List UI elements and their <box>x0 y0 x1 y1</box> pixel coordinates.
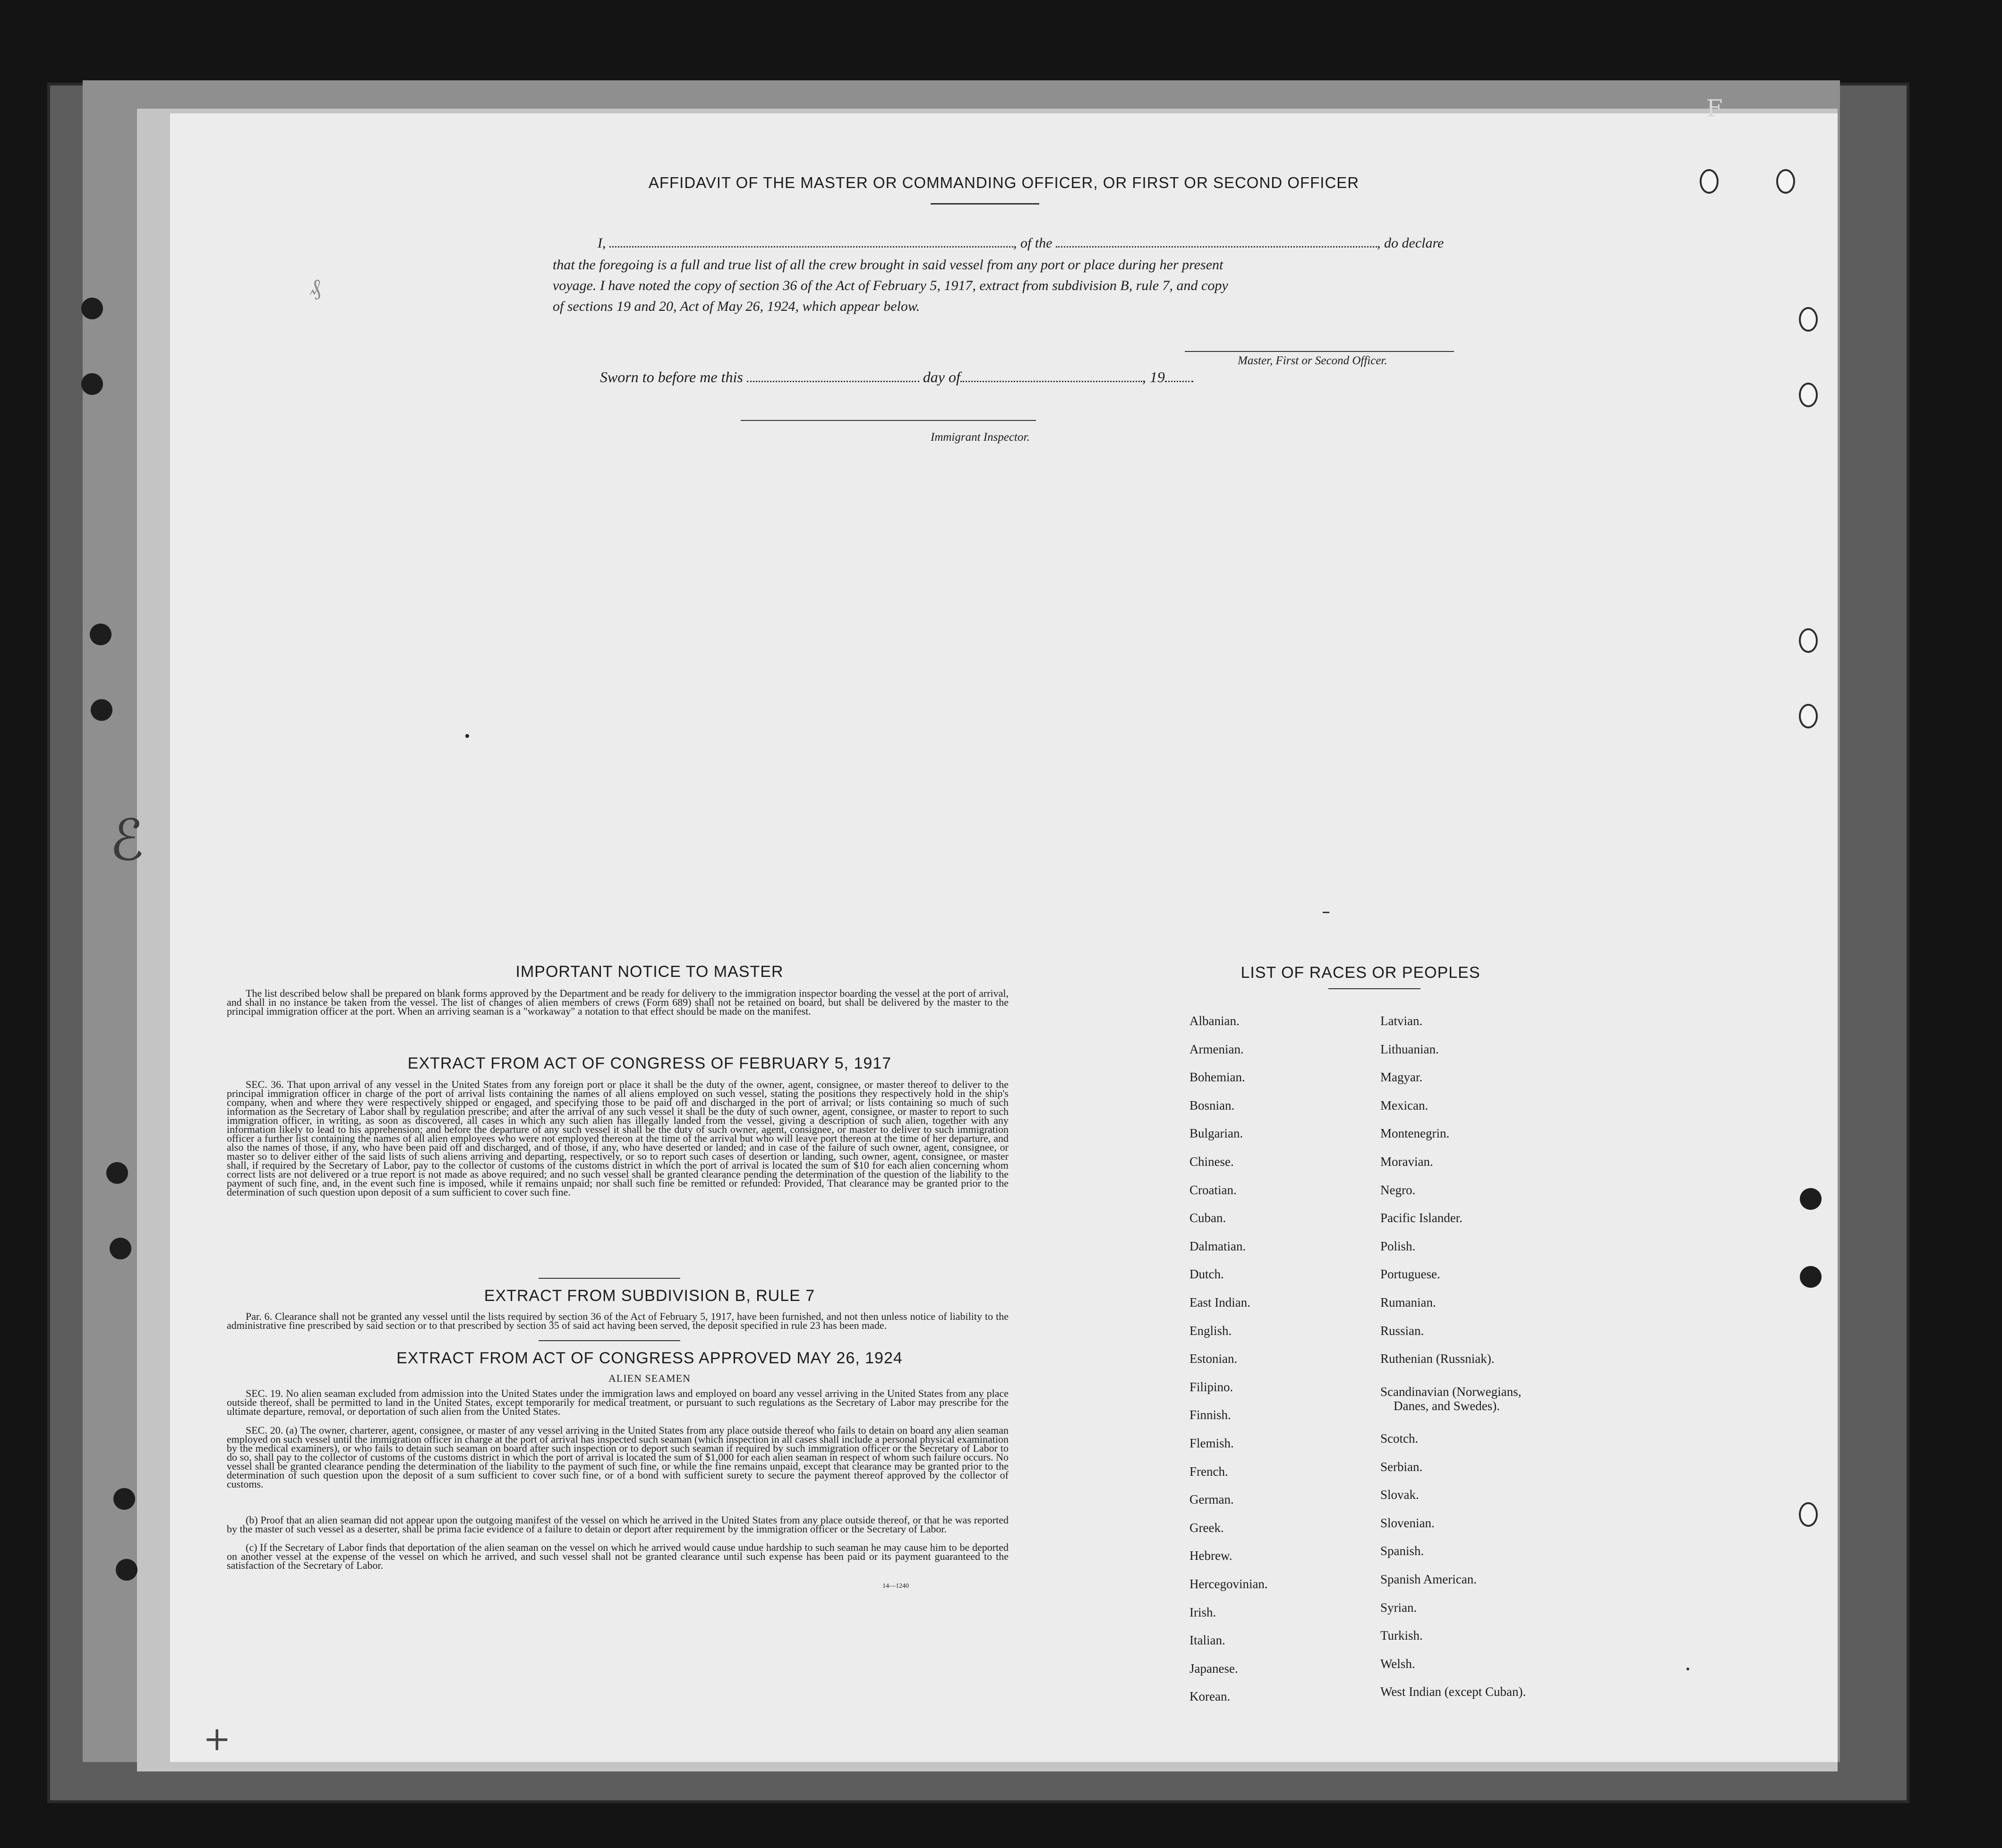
race-item: Irish. <box>1189 1605 1216 1619</box>
section-rule <box>539 1340 680 1341</box>
binder-hole <box>110 1238 131 1259</box>
race-item: Dalmatian. <box>1189 1239 1246 1253</box>
race-item: Bosnian. <box>1189 1098 1235 1112</box>
punched-hole <box>1799 383 1818 407</box>
master-signature-caption: Master, First or Second Officer. <box>1238 354 1387 367</box>
race-item: Armenian. <box>1189 1042 1244 1056</box>
pencil-mark: + <box>203 1720 231 1758</box>
race-item: East Indian. <box>1189 1295 1250 1309</box>
race-item: Filipino. <box>1189 1379 1233 1394</box>
speck <box>1686 1668 1689 1670</box>
form-number: 14—1240 <box>882 1583 909 1590</box>
speck <box>1323 912 1329 913</box>
sworn-line <box>600 368 1193 386</box>
race-item: Hercegovinian. <box>1189 1577 1268 1591</box>
name-field[interactable] <box>609 246 1013 248</box>
binder-hole <box>113 1488 135 1510</box>
race-item: Portuguese. <box>1380 1267 1440 1282</box>
race-item: Estonian. <box>1189 1352 1238 1366</box>
race-item: Chinese. <box>1189 1155 1234 1169</box>
race-item: Turkish. <box>1380 1628 1423 1643</box>
race-item: Lithuanian. <box>1380 1042 1439 1056</box>
punched-hole <box>1799 628 1818 653</box>
binder-hole <box>81 298 103 319</box>
binder-hole <box>81 373 103 395</box>
binder-hole <box>116 1559 137 1581</box>
binder-hole <box>106 1162 128 1184</box>
notice-title: IMPORTANT NOTICE TO MASTER <box>515 963 784 981</box>
race-item: Russian. <box>1380 1323 1424 1338</box>
race-item: Syrian. <box>1380 1600 1417 1615</box>
extract-1917-title: EXTRACT FROM ACT OF CONGRESS OF FEBRUARY 5, 1917 <box>407 1054 892 1072</box>
inspector-signature-line[interactable] <box>741 420 1036 421</box>
i-label: I, <box>598 235 606 251</box>
year-label: , 19 <box>1142 368 1165 385</box>
race-item: Latvian. <box>1380 1014 1423 1028</box>
sec-20a-text: SEC. 20. (a) The owner, charterer, agent, consignee, or master of any vessel arriving in the United States from any place outside thereof who fails to detain on board any alien seaman employed on such vessel until the immigration officer in charge at the port of arrival has inspected such seaman (which inspection in all cases shall include a personal physical examination by the medical examiners), or who fails to detain such seaman on board after such inspection or to deport such seaman if required by such immigration officer or the Secretary of Labor to do so, shall pay to the collector of customs of the customs district in which the port of arrival is located the sum of $1,000 for each alien seaman in respect of whom such failure occurs. No vessel shall be granted clearance pending the determination of the liability to the payment of such fine, or while the fine remains unpaid, except that clearance may be granted prior to the determination of such question upon the deposit of a sum sufficient to cover such fine, or of a bond with sufficient surety to secure the payment thereof approved by the collector of customs. <box>227 1424 1009 1490</box>
sec-20b-text: (b) Proof that an alien seaman did not appear upon the outgoing manifest of the vessel on which he arrived in the United States from any place outside thereof, or that he was reported by the master of such vessel as a deserter, shall be prima facie evidence of a failure to detain or deport after requirement by the immigration officer or the Secretary of Labor. <box>227 1514 1009 1535</box>
page-corner-mark: F <box>1706 94 1723 122</box>
race-item: Finnish. <box>1189 1408 1231 1422</box>
race-item: Bulgarian. <box>1189 1126 1243 1141</box>
race-item: Flemish. <box>1189 1436 1234 1450</box>
extract-1924-title: EXTRACT FROM ACT OF CONGRESS APPROVED MAY 26, 1924 <box>396 1349 903 1367</box>
faint-pencil-mark: ₰ <box>309 274 321 300</box>
binder-hole <box>90 624 111 645</box>
year-field[interactable] <box>1165 381 1193 382</box>
race-item: Korean. <box>1189 1689 1231 1704</box>
notice-text: The list described below shall be prepared on blank forms approved by the Department and be ready for delivery to the immigration inspector boarding the vessel at the port of arrival, and shall in no instance be taken from the vessel. The list of changes of alien members of crews (Form 689) shall not be retained on board, but shall be delivered by the master to the principal immigration officer at the port. When an arriving seaman is a "workaway" a notation to that effect should be made on the manifest. <box>227 987 1009 1017</box>
inspector-caption: Immigrant Inspector. <box>931 431 1030 444</box>
race-item: Polish. <box>1380 1239 1416 1253</box>
sworn-label: Sworn to before me this <box>600 368 743 385</box>
extract-rule7-text: Par. 6. Clearance shall not be granted any vessel until the lists required by section 36 of the Act of February 5, 1917, have been furnished, and not then unless notice of liability to the administrative fine prescribed by said section or to that prescribed by section 35 of said act having been served, the deposit specified in rule 23 has been made. <box>227 1310 1009 1331</box>
sec-19-text: SEC. 19. No alien seaman excluded from admission into the United States under the immigration laws and employed on board any vessel arriving in the United States from any place outside thereof, shall be permitted to land in the United States, except temporarily for medical treatment, or pursuant to such regulations as the Secretary of Labor may prescribe for the ultimate departure, removal, or deportation of such alien from the United States. <box>227 1387 1009 1417</box>
alien-seamen-subtitle: ALIEN SEAMEN <box>608 1372 691 1384</box>
extract-rule7-title: EXTRACT FROM SUBDIVISION B, RULE 7 <box>484 1287 815 1305</box>
section-rule <box>539 1278 680 1279</box>
master-signature-line[interactable] <box>1185 351 1454 352</box>
race-item: German. <box>1189 1492 1234 1507</box>
title-rule <box>931 203 1039 205</box>
race-item: Italian. <box>1189 1633 1225 1648</box>
affidavit-title: AFFIDAVIT OF THE MASTER OR COMMANDING OFFICER, OR FIRST OR SECOND OFFICER <box>648 174 1360 191</box>
of-the-label: , of the <box>1013 235 1052 251</box>
race-item: Slovak. <box>1380 1488 1419 1502</box>
race-item: Albanian. <box>1189 1014 1240 1028</box>
race-item: Mexican. <box>1380 1098 1429 1112</box>
race-item: Ruthenian (Russniak). <box>1380 1352 1495 1366</box>
races-title: LIST OF RACES OR PEOPLES <box>1241 964 1480 982</box>
speck <box>465 734 469 738</box>
binder-hole <box>91 699 112 721</box>
race-item: Rumanian. <box>1380 1295 1436 1309</box>
day-field[interactable] <box>747 381 919 382</box>
day-of-label: day of <box>923 368 960 385</box>
race-item: Croatian. <box>1189 1182 1237 1197</box>
race-item-scandinavian-continued: Danes, and Swedes). <box>1394 1398 1500 1413</box>
race-item: Pacific Islander. <box>1380 1211 1463 1225</box>
race-item: Bohemian. <box>1189 1070 1245 1085</box>
sec-20c-text: (c) If the Secretary of Labor finds that deportation of the alien seaman on the vessel on which he arrived would cause undue hardship to such seaman he may cause him to be deported on another vessel at the expense of the vessel on which he arrived, and such vessel shall not be granted clearance until such expense has been paid or its payment guaranteed to the satisfaction of the Secretary of Labor. <box>227 1541 1009 1571</box>
month-field[interactable] <box>960 381 1142 382</box>
extract-1917-text: SEC. 36. That upon arrival of any vessel in the United States from any foreign port or place it shall be the duty of the owner, agent, consignee, or master thereof to deliver to the principal immigration officer in charge of the port of arrival lists containing the names of all aliens employed on such vessel, stating the positions they respectively hold in the ship's company, when and where they were respectively shipped or engaged, and specifying those to be paid off and discharged in the port of arrival; or lists containing so much of such information as the Secretary of Labor shall by regulation prescribe; and after the arrival of any such vessel it shall be the duty of such owner, agent, consignee, or master to report to such immigration officer, in writing, as soon as discovered, all cases in which any such alien has illegally landed from the vessel, giving a description of such alien, together with any information likely to lead to his apprehension; and before the departure of any such vessel it shall be the duty of such owner, agent, consignee, or master to deliver to such immigration officer a further list containing the names of all alien employees who were not employed thereon at the time of the arrival but who will leave port thereon at the time of her departure, and also the names of those, if any, who have been paid off and discharged, and of those, if any, who have deserted or landed; and in case of the failure of such owner, agent, consignee, or master so to deliver either of the said lists of such aliens arriving and departing, respectively, or so to report such cases of desertion or landing, such owner, agent, consignee, or master shall, if required by the Secretary of Labor, pay to the collector of customs of the customs district in which the port of arrival is located the sum of $10 for each alien concerning whom correct lists are not delivered or a true report is not made as above required; and no such vessel shall be granted clearance pending the determination of the question of the liability to the payment of such fine, and, in the event such fine is imposed, while it remains unpaid; nor shall such fine be remitted or refunded: Provided, That clearance may be granted prior to the determination of such question upon deposit of a sum sufficient to cover such fine. <box>227 1078 1009 1198</box>
race-item: Japanese. <box>1189 1661 1238 1676</box>
punched-hole <box>1799 704 1818 728</box>
affidavit-line-1: that the foregoing is a full and true list of all the crew brought in said vessel from any port or place during her present <box>553 257 1223 273</box>
race-item: Montenegrin. <box>1380 1126 1450 1141</box>
race-item: Moravian. <box>1380 1155 1433 1169</box>
race-item: Slovenian. <box>1380 1515 1435 1530</box>
race-item: Scotch. <box>1380 1431 1419 1446</box>
punched-hole <box>1800 1188 1822 1210</box>
race-item: Negro. <box>1380 1182 1416 1197</box>
punched-hole <box>1799 307 1818 332</box>
race-item-scandinavian: Scandinavian (Norwegians, <box>1380 1384 1522 1399</box>
race-item: English. <box>1189 1323 1232 1338</box>
races-title-rule <box>1328 988 1420 989</box>
race-item: Magyar. <box>1380 1070 1423 1085</box>
punched-hole <box>1799 1502 1818 1527</box>
race-item: Greek. <box>1189 1520 1224 1535</box>
race-item: Spanish American. <box>1380 1572 1477 1586</box>
punched-hole <box>1800 1266 1822 1288</box>
race-item: West Indian (except Cuban). <box>1380 1685 1526 1699</box>
race-item: Serbian. <box>1380 1459 1423 1474</box>
document-page <box>170 113 1838 1762</box>
race-item: French. <box>1189 1464 1228 1479</box>
race-item: Spanish. <box>1380 1544 1424 1558</box>
race-item: Dutch. <box>1189 1267 1224 1282</box>
race-item: Cuban. <box>1189 1211 1226 1225</box>
race-item: Hebrew. <box>1189 1549 1232 1563</box>
race-item: Welsh. <box>1380 1656 1415 1671</box>
string-fastener: ℰ <box>110 808 144 873</box>
do-declare-label: , do declare <box>1377 235 1444 251</box>
affidavit-line-2: voyage. I have noted the copy of section 36 of the Act of February 5, 1917, extract from subdivision B, rule 7, and copy <box>553 278 1228 293</box>
affidavit-declaration-line <box>598 235 1523 251</box>
affidavit-line-3: of sections 19 and 20, Act of May 26, 1924, which appear below. <box>553 299 920 314</box>
vessel-field[interactable] <box>1056 246 1377 248</box>
